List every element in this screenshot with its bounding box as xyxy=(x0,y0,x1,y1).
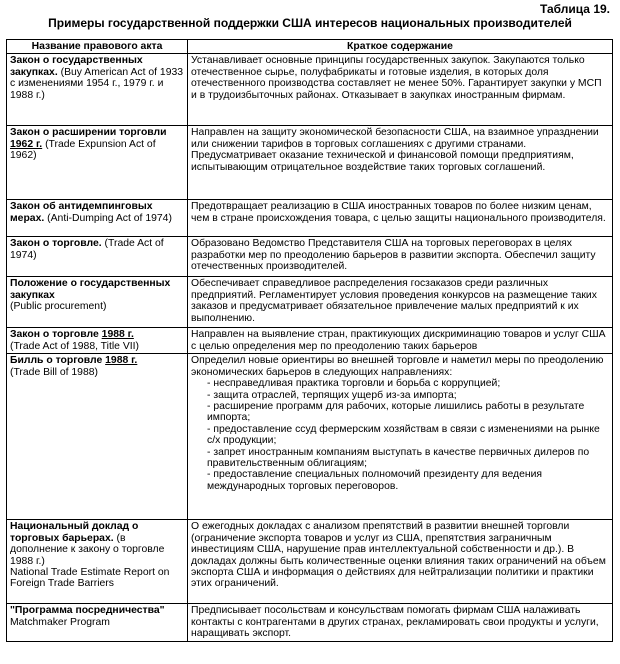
table-row xyxy=(7,604,613,642)
header-summary: Краткое содержание xyxy=(188,40,613,54)
list-item: - расширение программ для рабочих, которые лишились работы в результате импорта; xyxy=(207,401,585,424)
table-header-row xyxy=(7,40,613,54)
act-summary: Направлен на выявление стран, практикующих дискриминацию товаров и услуг США с целью определения мер по преодолению таких барьеров xyxy=(188,328,613,354)
header-act-name: Название правового акта xyxy=(7,40,188,54)
act-summary: О ежегодных докладах с анализом препятствий в развитии внешней торговли (ограничение экспорта товаров и услуг из США, препятствия заграничным инвестициям США, нарушение прав интеллектуальной собственности и др.). В докладах должны быть количественные оценки влияния таких ограничений на объем экспорта США и информация о действиях для нейтрализации политики и практики этих ограничений. xyxy=(188,520,613,604)
table-row xyxy=(7,54,613,126)
act-summary: Направлен на защиту экономической безопасности США, на взаимное упразднении или снижении тарифов в торговых соглашениях с другими странами. Предусматривает оказание технической и финансовой помощи предприятиям, испытывающим отрицательное воздействие таких торговых соглашений. xyxy=(188,126,613,200)
list-item: - запрет иностранным компаниям выступать в качестве первичных дилеров по правительственным облигациям; xyxy=(207,446,590,470)
act-summary xyxy=(188,354,613,520)
table-row xyxy=(7,520,613,604)
summary-intro: Определил новые ориентиры во внешней торговле и наметил меры по преодолению экономических барьеров в следующих направлениях: xyxy=(191,355,604,378)
table-row xyxy=(7,200,613,237)
act-name: "Программа посредничества" xyxy=(10,605,165,617)
act-summary: Обеспечивает справедливое распределения госзаказов среди различных предприятий. Регламентирует условия проведения конкурсов на размещение таких заказов и предусматривает обязательное привлечение малых предприятий к их выполнению. xyxy=(188,277,613,328)
act-note: (Anti-Dumping Act of 1974) xyxy=(44,212,172,224)
act-name: Закон о расширении торговли 1962 г. xyxy=(10,127,167,150)
act-summary: Устанавливает основные принципы государственных закупок. Закупаются только отечественное сырье, полуфабрикаты и готовые изделия, в которых доля отечественного производства составляет не менее 50%. Гарантирует закупки у МСП и в трудоизбыточных районах. Отказывает в закупках иностранным фирмам. xyxy=(188,54,613,126)
act-note: (в дополнение к закону о торговле 1988 г.) xyxy=(10,532,165,567)
list-item: - предоставление специальных полномочий президенту для ведения международных торговых переговоров. xyxy=(207,469,543,492)
table-row xyxy=(7,328,613,354)
act-name: Билль о торговле 1988 г. xyxy=(10,355,138,367)
list-item: - несправедливая практика торговли и борьба с коррупцией; xyxy=(207,378,501,390)
act-name-cell xyxy=(7,237,188,277)
act-summary: Предотвращает реализацию в США иностранных товаров по более низким ценам, чем в стране происхождения товара, с целью защиты национального производителя. xyxy=(188,200,613,237)
table-row xyxy=(7,126,613,200)
table-number: Таблица 19. xyxy=(539,2,610,16)
act-name-cell xyxy=(7,277,188,328)
legal-acts-table xyxy=(6,39,613,642)
act-note: (Trade Act of 1988, Title VII) xyxy=(10,340,139,352)
act-name-cell xyxy=(7,54,188,126)
act-note: (Trade Act of 1974) xyxy=(10,238,164,261)
act-summary: Образовано Ведомство Представителя США на торговых переговорах в целях разработки мер по преодолению барьеров в развитии экспорта. Обеспечил защиту отечественных производителей. xyxy=(188,237,613,277)
act-note: Matchmaker Program xyxy=(10,616,110,628)
act-name-cell xyxy=(7,520,188,604)
act-name-cell xyxy=(7,328,188,354)
act-note-english: National Trade Estimate Report on Foreign Trade Barriers xyxy=(10,567,170,590)
act-name: Закон о торговле 1988 г. xyxy=(10,329,134,341)
table-title: Примеры государственной поддержки США интересов национальных производителей xyxy=(48,16,572,30)
act-name-cell xyxy=(7,604,188,642)
table-row xyxy=(7,354,613,520)
table-row xyxy=(7,237,613,277)
list-item: - защита отраслей, терпящих ущерб из-за импорта; xyxy=(207,389,457,401)
act-name-cell xyxy=(7,354,188,520)
act-name: Национальный доклад о торговых барьерах. xyxy=(10,521,139,544)
list-item: - предоставление ссуд фермерским хозяйствам в связи с изменениями на рынке с/х продукции; xyxy=(207,423,600,447)
act-name: Положение о государственных закупках xyxy=(10,278,171,301)
act-name-cell xyxy=(7,200,188,237)
act-name: Закон о государственных закупках. xyxy=(10,55,143,78)
act-name: Закон об антидемпинговых мерах. xyxy=(10,201,153,224)
act-note: (Public procurement) xyxy=(10,301,107,313)
act-summary: Предписывает посольствам и консульствам помогать фирмам США налаживать контакты с контрагентами в других странах, рекламировать свои продукты и услуги, наращивать экспорт. xyxy=(188,604,613,642)
table-row xyxy=(7,277,613,328)
act-note: (Trade Expunsion Act of 1962) xyxy=(10,138,156,162)
act-note: (Buy American Act of 1933 с изменениями 1954 г., 1979 г. и 1988 г.) xyxy=(10,66,184,101)
act-note: (Trade Bill of 1988) xyxy=(10,366,98,378)
act-name-cell xyxy=(7,126,188,200)
act-name: Закон о торговле. xyxy=(10,238,102,250)
